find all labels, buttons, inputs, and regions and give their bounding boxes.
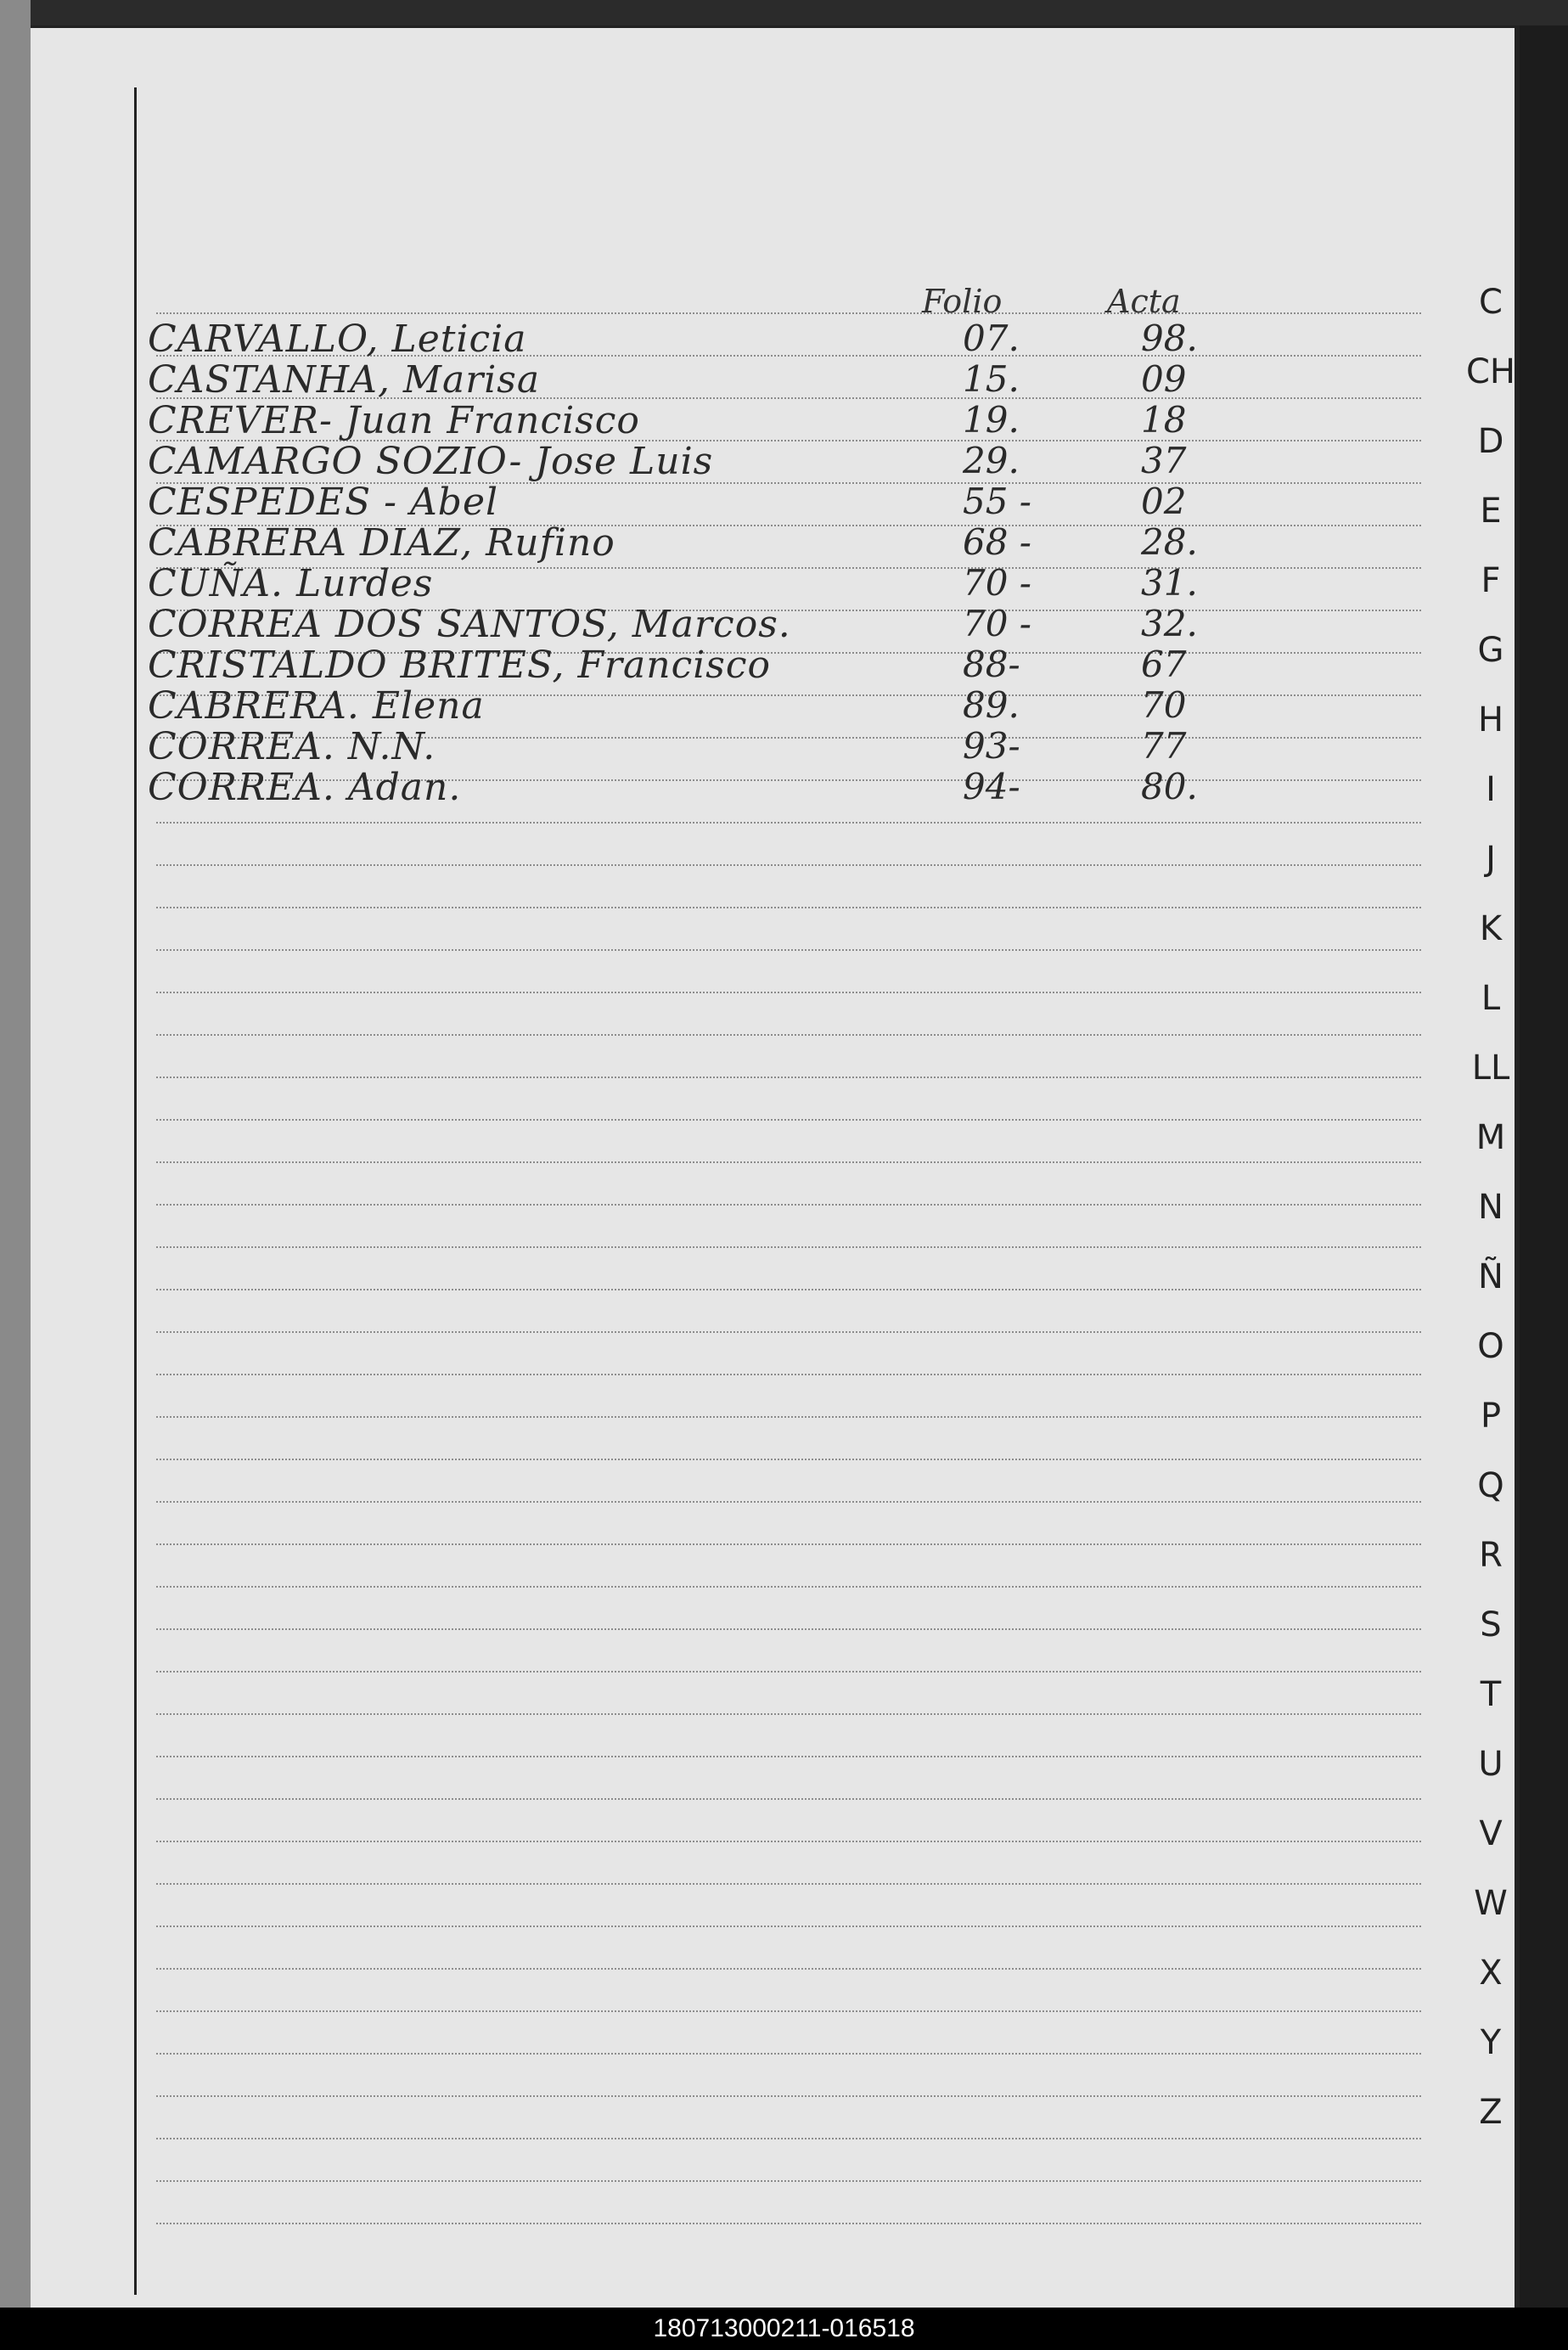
ruled-line: [156, 1713, 1421, 1715]
entry-folio: 68 -: [963, 521, 1031, 563]
ruled-line: [156, 1077, 1421, 1078]
ruled-line: [156, 312, 1421, 314]
index-tab[interactable]: E: [1480, 492, 1502, 531]
index-tab[interactable]: W: [1474, 1884, 1508, 1923]
entry-name: CARVALLO, Leticia: [148, 318, 527, 361]
entry-acta: 98.: [1141, 318, 1198, 359]
index-tab[interactable]: M: [1475, 1118, 1506, 1157]
entry-acta: 67: [1141, 644, 1187, 685]
ruled-line: [156, 864, 1421, 866]
index-tab[interactable]: R: [1479, 1536, 1503, 1575]
entry-acta: 18: [1141, 399, 1187, 441]
ruled-line: [156, 1543, 1421, 1545]
entry-name: CORREA. Adan.: [148, 766, 462, 809]
index-tab[interactable]: P: [1480, 1397, 1502, 1436]
index-tab[interactable]: L: [1481, 979, 1501, 1018]
acta-header: Acta: [1107, 283, 1181, 320]
index-tab[interactable]: Ñ: [1478, 1257, 1503, 1296]
entry-acta: 37: [1141, 440, 1187, 481]
entry-folio: 70 -: [963, 562, 1031, 604]
index-tab-edge: [1520, 25, 1568, 2308]
index-tab[interactable]: X: [1479, 1954, 1503, 1993]
entry-folio: 15.: [963, 358, 1020, 400]
ruled-line: [156, 1841, 1421, 1842]
ruled-line: [156, 1246, 1421, 1248]
ruled-line: [156, 1459, 1421, 1460]
margin-line: [134, 87, 137, 2295]
ruled-line: [156, 1161, 1421, 1163]
ruled-line: [156, 1883, 1421, 1885]
index-tab[interactable]: T: [1480, 1675, 1502, 1714]
entry-name: CORREA DOS SANTOS, Marcos.: [148, 603, 791, 646]
ruled-line: [156, 1119, 1421, 1121]
entry-name: CASTANHA, Marisa: [148, 358, 541, 402]
ruled-line: [156, 1628, 1421, 1630]
entry-folio: 19.: [963, 399, 1020, 441]
index-tab[interactable]: V: [1479, 1814, 1503, 1853]
entry-name: CUÑA. Lurdes: [148, 562, 434, 605]
index-tab[interactable]: N: [1478, 1188, 1503, 1227]
folio-header: Folio: [922, 283, 1003, 320]
index-tab[interactable]: O: [1477, 1327, 1504, 1366]
entry-acta: 28.: [1141, 521, 1198, 563]
entry-name: CAMARGO SOZIO- Jose Luis: [148, 440, 714, 483]
entry-name: CORREA. N.N.: [148, 725, 436, 768]
ruled-line: [156, 2095, 1421, 2097]
entry-name: CESPEDES - Abel: [148, 481, 499, 524]
entry-name: CREVER- Juan Francisco: [148, 399, 640, 442]
ruled-line: [156, 1501, 1421, 1503]
ruled-line: [156, 2138, 1421, 2139]
index-tab[interactable]: G: [1477, 631, 1504, 670]
ruled-line: [156, 1204, 1421, 1206]
entry-name: CRISTALDO BRITES, Francisco: [148, 644, 772, 687]
entry-folio: 93-: [963, 725, 1020, 767]
ruled-line: [156, 1926, 1421, 1927]
entry-acta: 32.: [1141, 603, 1198, 644]
entry-acta: 70: [1141, 684, 1187, 726]
entry-folio: 70 -: [963, 603, 1031, 644]
ruled-line: [156, 1416, 1421, 1418]
index-tab[interactable]: F: [1481, 561, 1501, 600]
index-tab[interactable]: U: [1478, 1745, 1503, 1784]
ruled-line: [156, 2223, 1421, 2224]
index-tab[interactable]: CH: [1465, 352, 1515, 391]
document-id: 180713000211-016518: [0, 2308, 1568, 2350]
ruled-line: [156, 1798, 1421, 1800]
ruled-line: [156, 1289, 1421, 1290]
ruled-line: [156, 1756, 1421, 1757]
ruled-line: [156, 1034, 1421, 1036]
entry-folio: 89.: [963, 684, 1020, 726]
ruled-line: [156, 992, 1421, 993]
ruled-line: [156, 1374, 1421, 1375]
entry-folio: 94-: [963, 766, 1020, 807]
binding-edge: [0, 0, 31, 2308]
ruled-line: [156, 2010, 1421, 2012]
ruled-line: [156, 1331, 1421, 1333]
index-tab[interactable]: C: [1479, 283, 1503, 322]
index-tab[interactable]: Z: [1479, 2093, 1503, 2132]
index-tab[interactable]: I: [1486, 770, 1496, 809]
entry-acta: 77: [1141, 725, 1187, 767]
index-tab[interactable]: H: [1477, 700, 1504, 739]
index-tab[interactable]: J: [1486, 840, 1496, 879]
ruled-line: [156, 949, 1421, 951]
entry-name: CABRERA. Elena: [148, 684, 485, 728]
index-tab[interactable]: D: [1477, 422, 1504, 461]
entry-folio: 07.: [963, 318, 1020, 359]
index-tab[interactable]: LL: [1471, 1049, 1510, 1088]
ledger-page: [31, 25, 1520, 2308]
entry-folio: 55 -: [963, 481, 1031, 522]
index-tab[interactable]: S: [1480, 1605, 1502, 1644]
ruled-line: [156, 2053, 1421, 2055]
ruled-line: [156, 1968, 1421, 1970]
index-tab[interactable]: Y: [1480, 2023, 1502, 2062]
entry-acta: 02: [1141, 481, 1187, 522]
ruled-line: [156, 822, 1421, 824]
index-tab[interactable]: K: [1479, 909, 1503, 948]
ruled-line: [156, 2180, 1421, 2182]
entry-folio: 29.: [963, 440, 1020, 481]
index-tab[interactable]: Q: [1477, 1466, 1504, 1505]
ruled-line: [156, 907, 1421, 908]
ruled-line: [156, 1586, 1421, 1588]
entry-acta: 80.: [1141, 766, 1198, 807]
entry-folio: 88-: [963, 644, 1020, 685]
ruled-line: [156, 1671, 1421, 1673]
entry-acta: 09: [1141, 358, 1187, 400]
entry-acta: 31.: [1141, 562, 1198, 604]
entry-name: CABRERA DIAZ, Rufino: [148, 521, 615, 565]
